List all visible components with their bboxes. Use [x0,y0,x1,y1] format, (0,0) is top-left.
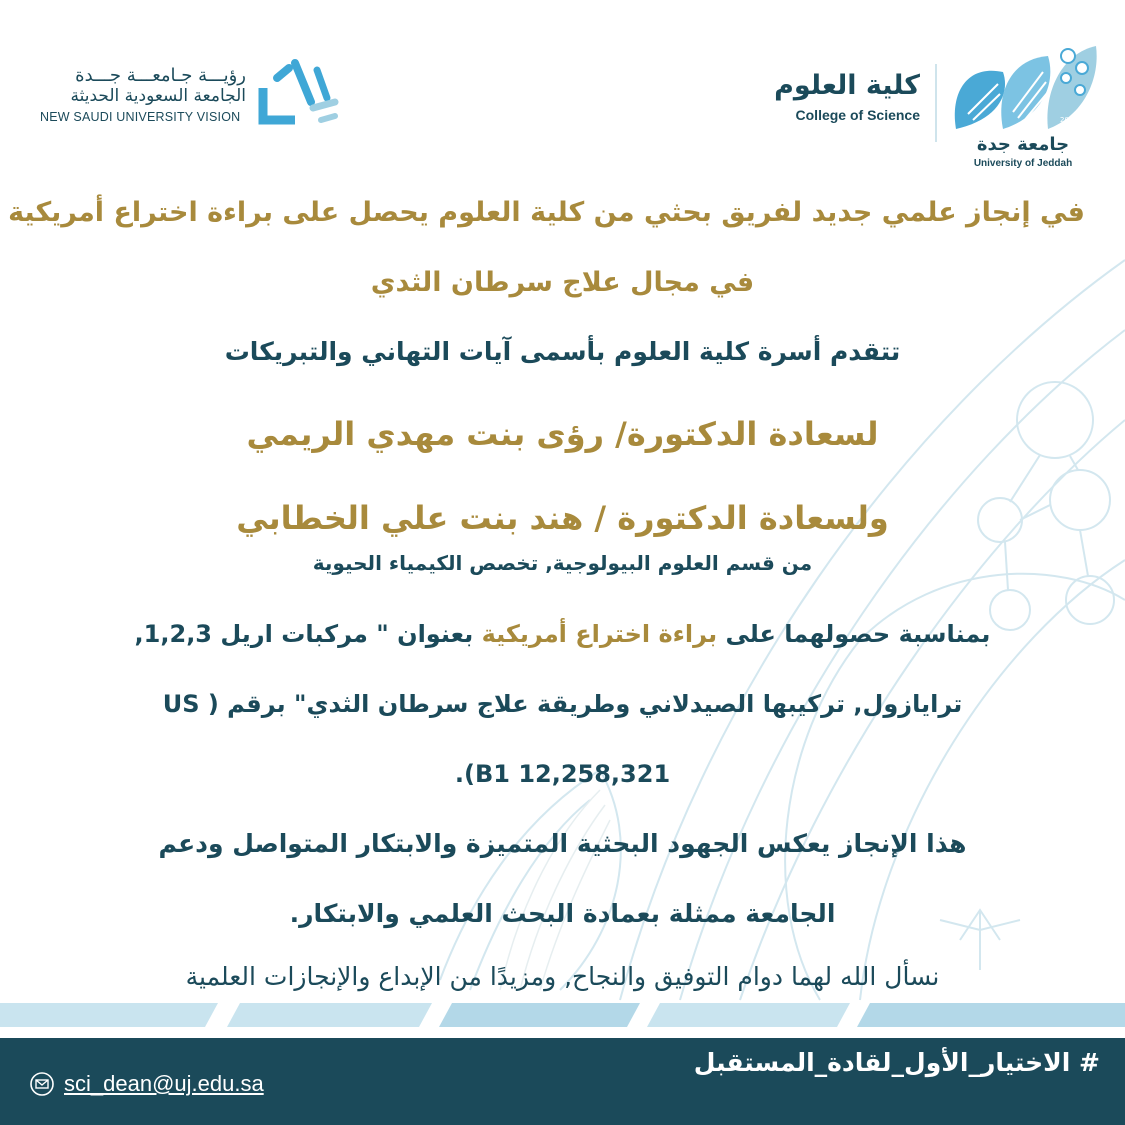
headline-line-1: في إنجاز علمي جديد لفريق بحثي من كلية العلوم يحصل على براءة اختراع أمريكية [8,197,1085,228]
patent-number-line: 12,258,321 B1). [454,760,671,788]
occasion-line-1 [40,614,1085,654]
recipient-name-2: ولسعادة الدكتورة / هند بنت علي الخطابي [236,499,889,537]
university-logo-block [948,34,1098,174]
congrats-line: تتقدم أسرة كلية العلوم بأسمى آيات التهاني والتبريكات [224,337,901,366]
decorative-stripes [0,995,1125,1035]
recipient-name-1: لسعادة الدكتورة/ رؤى بنت مهدي الريمي [246,415,879,453]
occasion-text-end: بعنوان " مركبات اريل 1,2,3, [134,620,482,648]
prayer-line: نسأل الله لهما دوام التوفيق والنجاح, ومزيدًا من الإبداع والإنجازات العلمية [185,962,940,991]
vision-subtitle-ar: الجامعة السعودية الحديثة [70,86,246,106]
footer-email-link[interactable]: sci_dean@uj.edu.sa [64,1071,264,1096]
occasion-text-start: بمناسبة حصولهما على [717,620,991,648]
vision-block [40,58,350,138]
reflects-line-2: الجامعة ممثلة بعمادة البحث العلمي والابتكار. [289,899,836,928]
reflects-line-1: هذا الإنجاز يعكس الجهود البحثية المتميزة والابتكار المتواصل ودعم [158,829,967,858]
college-name-block [760,68,920,126]
footer-email-block [30,1066,264,1102]
vision-title-ar: رؤيـــة جـامعـــة جـــدة [75,65,246,86]
university-name-ar: جامعة جدة [976,134,1070,155]
college-name-ar: كلية العلوم [774,70,920,101]
occasion-line-2: ترايازول, تركيبها الصيدلاني وطريقة علاج سرطان الثدي" برقم ( US [162,690,963,718]
logo-year: 2014 [1060,116,1078,124]
mail-icon [30,1072,54,1096]
vision-text [40,66,246,128]
footer-hashtag: # الاختيار_الأول_لقادة_المستقبل [693,1048,1100,1077]
department-line: من قسم العلوم البيولوجية, تخصص الكيمياء الحيوية [312,551,813,575]
header-divider [935,64,937,142]
vision-logo-icon [255,58,345,138]
university-name-en: University of Jeddah [973,158,1073,169]
patent-highlight: براءة اختراع أمريكية [481,620,718,648]
college-name-en: College of Science [795,107,920,123]
university-logo-icon [948,34,1098,134]
headline-line-2: في مجال علاج سرطان الثدي [370,267,755,298]
vision-title-en: NEW SAUDI UNIVERSITY VISION [40,110,241,124]
